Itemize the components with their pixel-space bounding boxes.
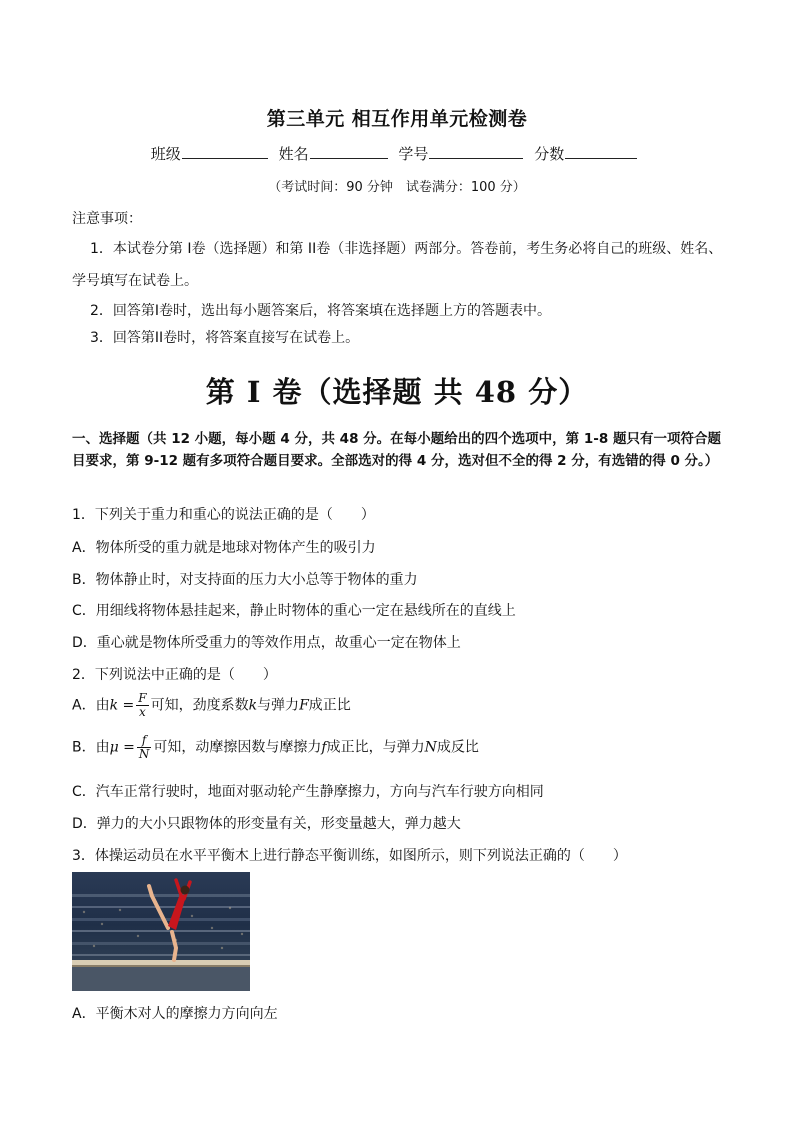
note-3: 3．回答第II卷时，将答案直接写在试卷上。 [90,330,360,346]
formula-k-lhs: k = [109,697,135,714]
note-1-line-2: 学号填写在试卷上。 [72,273,198,289]
option-b-suffix: 成反比 [436,739,479,756]
score-blank[interactable] [565,144,637,159]
notes-title: 注意事项： [72,211,142,227]
gymnast-balance-beam-photo [72,872,250,991]
option-a-prefix: A．由 [72,697,110,714]
var-f: F [299,697,309,714]
option-a-suffix: 成正比 [308,697,351,714]
option-b-mid: 可知，动摩擦因数与摩擦力 [153,739,322,756]
fraction-denominator: x [139,705,146,719]
question-2-option-d[interactable]: D．弹力的大小只跟物体的形变量有关，形变量越大，弹力越大 [72,816,461,832]
student-info-line [0,143,794,164]
exam-title: 第三单元 相互作用单元检测卷 [266,108,528,130]
note-1-line-1: 1．本试卷分第 I卷（选择题）和第 II卷（非选择题）两部分。答卷前，考生务必将自己的班级、姓名、 [90,241,723,257]
student-id-blank[interactable] [429,144,523,159]
fraction-denominator: N [138,747,150,761]
fraction-numerator: F [138,691,147,705]
question-1-stem: 1．下列关于重力和重心的说法正确的是（ ） [72,507,375,523]
fraction-f-over-n [137,734,152,761]
var-k: k [248,697,258,714]
question-3-option-a[interactable]: A．平衡木对人的摩擦力方向向左 [72,1006,278,1022]
option-b-mid2: 成正比，与弹力 [326,739,425,756]
formula-mu-lhs: μ = [109,739,135,756]
option-a-mid: 可知，劲度系数 [150,697,249,714]
question-1-option-b[interactable]: B．物体静止时，对支持面的压力大小总等于物体的重力 [72,572,418,588]
var-n: N [424,739,437,756]
question-3-stem: 3．体操运动员在水平平衡木上进行静态平衡训练，如图所示，则下列说法正确的（ ） [72,848,627,864]
question-2-stem: 2．下列说法中正确的是（ ） [72,667,277,683]
name-label: 姓名 [278,145,309,163]
exam-info: （考试时间：90 分钟 试卷满分：100 分） [268,180,526,195]
var-f-lower: f [321,739,327,756]
instructions-line-1: 一、选择题（共 12 小题，每小题 4 分，共 48 分。在每小题给出的四个选项中，第 1-8 题只有一项符合题 [72,431,721,447]
question-2-option-c[interactable]: C．汽车正常行驶时，地面对驱动轮产生静摩擦力，方向与汽车行驶方向相同 [72,784,544,800]
section-instructions [72,428,732,472]
class-label: 班级 [150,145,181,163]
score-label: 分数 [534,145,565,163]
question-1-option-c[interactable]: C．用细线将物体悬挂起来，静止时物体的重心一定在悬线所在的直线上 [72,603,516,619]
question-2-option-a[interactable] [72,692,351,719]
name-blank[interactable] [310,144,388,159]
option-a-mid2: 与弹力 [257,697,300,714]
question-1-option-a[interactable]: A．物体所受的重力就是地球对物体产生的吸引力 [72,540,376,556]
instructions-line-2: 目要求，第 9-12 题有多项符合题目要求。全部选对的得 4 分，选对但不全的得 2 分，有选错的得 0 分。） [72,453,719,469]
note-2: 2．回答第I卷时，选出每小题答案后，将答案填在选择题上方的答题表中。 [90,303,552,319]
question-1-option-d[interactable]: D．重心就是物体所受重力的等效作用点，故重心一定在物体上 [72,635,461,651]
fraction-f-over-x [136,692,148,719]
student-id-label: 学号 [398,145,429,163]
class-blank[interactable] [182,144,268,159]
option-b-prefix: B．由 [72,739,110,756]
section-heading: 第 I 卷（选择题 共 48 分） [205,375,589,409]
fraction-numerator: f [137,734,152,748]
question-2-option-b[interactable] [72,734,479,761]
